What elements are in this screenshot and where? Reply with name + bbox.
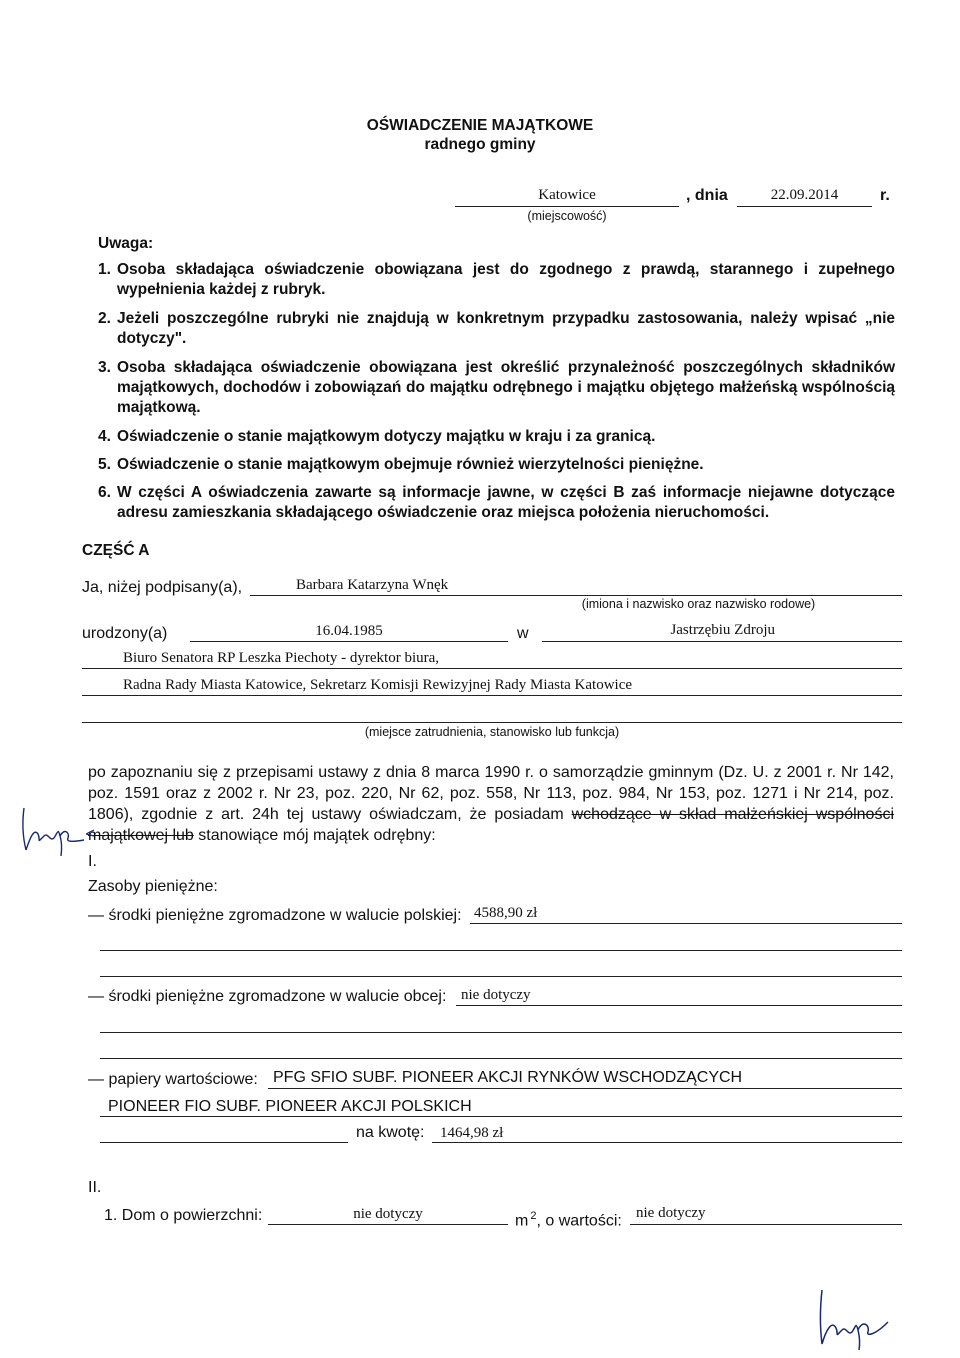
section-1-roman: I. bbox=[88, 853, 97, 870]
born-date-line bbox=[190, 641, 508, 642]
pln-line bbox=[470, 923, 902, 924]
securities-value-2: PIONEER FIO SUBF. PIONEER AKCJI POLSKICH bbox=[108, 1098, 472, 1115]
document-title: OŚWIADCZENIE MAJĄTKOWE bbox=[366, 117, 594, 134]
place-value: Katowice bbox=[538, 187, 596, 203]
house-area-value: nie dotyczy bbox=[353, 1206, 423, 1222]
name-value: Barbara Katarzyna Wnęk bbox=[296, 577, 449, 593]
employment-line-1: Biuro Senatora RP Leszka Piechoty - dyrektor biura, bbox=[123, 650, 440, 666]
name-line bbox=[250, 595, 902, 596]
amount-label: na kwotę: bbox=[356, 1124, 425, 1141]
note-item: 5. Oświadczenie o stanie majątkowym obejmuje również wierzytelności pieniężne. bbox=[98, 456, 704, 473]
uwaga-label: Uwaga: bbox=[98, 235, 154, 252]
name-label: Ja, niżej podpisany(a), bbox=[82, 579, 243, 596]
pln-rule-3 bbox=[100, 976, 902, 977]
margin-initials-signature bbox=[14, 798, 94, 858]
employment-caption: (miejsce zatrudnienia, stanowisko lub funkcja) bbox=[364, 725, 620, 739]
year-suffix: r. bbox=[880, 187, 890, 204]
house-area-line bbox=[268, 1224, 508, 1225]
notes-list bbox=[98, 260, 895, 523]
note-item: 4. Oświadczenie o stanie majątkowym dotyczy majątku w kraju i za granicą. bbox=[98, 428, 656, 445]
pln-rule-2 bbox=[100, 950, 902, 951]
born-place-value: Jastrzębiu Zdroju bbox=[670, 622, 775, 638]
securities-value-1: PFG SFIO SUBF. PIONEER AKCJI RYNKÓW WSCHODZĄCYCH bbox=[273, 1069, 743, 1086]
section-1-heading: Zasoby pieniężne: bbox=[88, 878, 218, 895]
foreign-line bbox=[456, 1005, 902, 1006]
amount-line bbox=[432, 1142, 902, 1143]
born-w-label: w bbox=[517, 625, 529, 642]
employment-line-2: Radna Rady Miasta Katowice, Sekretarz Komisji Rewizyjnej Rady Miasta Katowice bbox=[123, 677, 633, 693]
house-value-line bbox=[630, 1224, 902, 1225]
amount-value: 1464,98 zł bbox=[440, 1125, 504, 1141]
foreign-label: — środki pieniężne zgromadzone w walucie obcej: bbox=[88, 988, 447, 1005]
foreign-rule-2 bbox=[100, 1032, 902, 1033]
born-place-line bbox=[542, 641, 902, 642]
born-label: urodzony(a) bbox=[82, 625, 168, 642]
foreign-value: nie dotyczy bbox=[461, 987, 531, 1003]
dnia-label: , dnia bbox=[686, 187, 728, 204]
note-item: 6. W części A oświadczenia zawarte są informacje jawne, w części B zaś informacje niejawne dotyczące adresu zamieszkania składającego oświadczenie oraz miejsca położenia nieruchomości. bbox=[98, 484, 895, 521]
securities-label: — papiery wartościowe: bbox=[88, 1071, 258, 1088]
date-line bbox=[737, 206, 872, 207]
securities-line-3 bbox=[100, 1142, 348, 1143]
margin-arrow bbox=[86, 826, 916, 838]
struck-text: wchodzące w skład małżeńskiej wspólności majątkowej lub bbox=[88, 806, 894, 844]
place-caption: (miejscowość) bbox=[527, 209, 607, 223]
born-date-value: 16.04.1985 bbox=[315, 623, 383, 639]
bottom-initials-signature bbox=[808, 1282, 908, 1352]
pln-value: 4588,90 zł bbox=[474, 905, 538, 921]
note-item: 1. Osoba składająca oświadczenie obowiązana jest do zgodnego z prawdą, starannego i zupełnego wypełnienia każdej z rubryk. bbox=[98, 261, 895, 298]
part-a-heading: CZĘŚĆ A bbox=[82, 542, 150, 559]
section-2-roman: II. bbox=[88, 1179, 102, 1196]
house-label: 1. Dom o powierzchni: bbox=[104, 1207, 263, 1224]
date-value: 22.09.2014 bbox=[770, 187, 839, 203]
employment-rule-1 bbox=[82, 668, 902, 669]
document-subtitle: radnego gminy bbox=[424, 136, 536, 153]
foreign-rule-3 bbox=[100, 1058, 902, 1059]
place-line bbox=[455, 206, 679, 207]
employment-rule-2 bbox=[82, 695, 902, 696]
area-unit: m $^2$, o wartości: bbox=[515, 1210, 622, 1230]
note-item: 3. Osoba składająca oświadczenie obowiązana jest określić przynależność poszczególnych składników majątkowych, dochodów i zobowiązań do majątku odrębnego i majątku objętego małżeńską wspólnością majątkową. bbox=[98, 359, 895, 416]
pln-label: — środki pieniężne zgromadzone w walucie polskiej: bbox=[88, 907, 462, 924]
employment-rule-3 bbox=[82, 722, 902, 723]
statement-paragraph: po zapoznaniu się z przepisami ustawy z dnia 8 marca 1990 r. o samorządzie gminnym (Dz. U. z 2001 r. Nr 142, poz. 1591 oraz z 2002 r. Nr 23, poz. 220, Nr 62, poz. 558, Nr 113, poz. 984, Nr 153, poz. 1271 i Nr 214, poz. 1806), zgodnie z art. 24h tej ustawy oświadczam, że posiadam wchodzące w skład małżeńskiej wspólności majątkowej lub stanowiące mój majątek odrębny: bbox=[88, 764, 894, 844]
securities-line-2 bbox=[100, 1116, 902, 1117]
note-item: 2. Jeżeli poszczególne rubryki nie znajdują w konkretnym przypadku zastosowania, należy wpisać „nie dotyczy". bbox=[98, 310, 895, 347]
securities-line-1 bbox=[268, 1088, 902, 1089]
name-caption: (imiona i nazwisko oraz nazwisko rodowe) bbox=[581, 597, 816, 611]
house-value: nie dotyczy bbox=[636, 1205, 706, 1221]
